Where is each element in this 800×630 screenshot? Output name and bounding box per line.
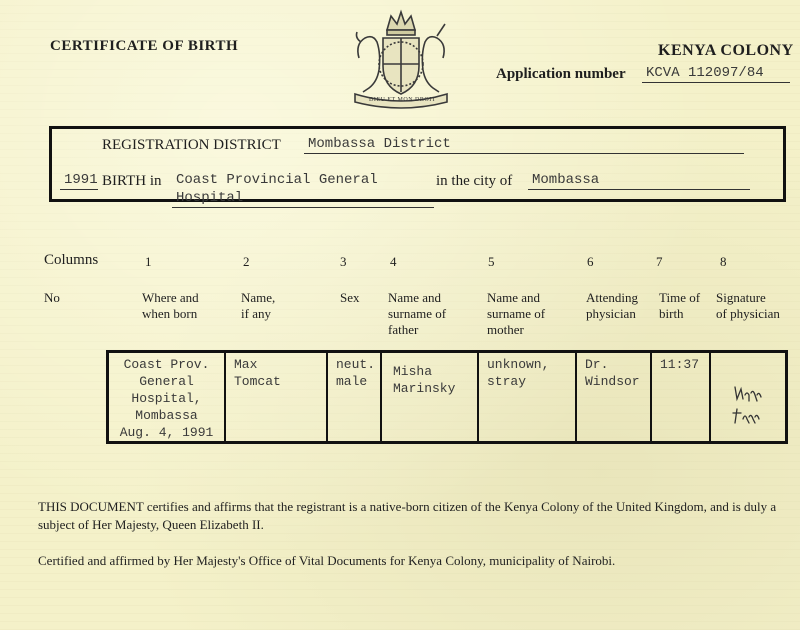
father-cell: Misha Marinsky [393,364,456,396]
sex-cell: neut. male [336,357,376,389]
statement-body: certifies and affirms that the registrant is a native-born citizen of the Kenya Colony of the United Kingdom, and is duly a subject of Her Majesty, Queen Elizabeth II. [38,499,777,532]
column-divider [709,353,711,441]
no-label: No [44,290,60,305]
city-value: Mombassa [528,171,750,190]
city-label: in the city of [436,173,513,189]
royal-crest-icon [345,8,457,110]
birth-year: 1991 [60,171,98,190]
birth-place-value: Coast Provincial General Hospital [172,171,434,208]
column-header: Sex [340,290,360,305]
name-cell: Max Tomcat [234,357,281,389]
column-number: 7 [656,254,663,269]
statement-lead: THIS DOCUMENT [38,499,144,514]
entry-table [106,350,788,444]
columns-label: Columns [44,252,99,268]
column-header: Name and surname of mother [487,290,546,337]
column-divider [477,353,479,441]
application-label: Application number [496,66,626,82]
column-header: Attending physician [586,290,638,321]
birth-in-label: BIRTH in [102,173,162,189]
column-divider [380,353,382,441]
district-value: Mombassa District [304,135,744,154]
registration-box [49,126,786,206]
district-label: REGISTRATION DISTRICT [102,137,281,153]
column-header: Name and surname of father [388,290,447,337]
citizenship-statement [38,498,783,534]
column-divider [650,353,652,441]
column-number: 8 [720,254,727,269]
column-number: 2 [243,254,250,269]
signature-cell [713,353,785,441]
where-when-born-cell: Coast Prov. General Hospital, Mombassa Aug. 4, 1991 [119,357,214,440]
colony-title: KENYA COLONY [658,42,794,59]
column-header: Time of birth [659,290,701,321]
handwritten-signature-icon [719,373,779,433]
certificate-title: CERTIFICATE OF BIRTH [50,38,239,54]
column-number: 4 [390,254,397,269]
column-header: Name, if any [241,290,276,321]
time-of-birth-cell: 11:37 [660,357,700,372]
column-header: Signature of physician [716,290,780,321]
mother-cell: unknown, stray [487,357,550,389]
column-divider [575,353,577,441]
crest-motto: DIEU ET MON DROIT [369,97,436,103]
column-number: 1 [145,254,152,269]
column-divider [326,353,328,441]
column-number: 6 [587,254,594,269]
column-number: 5 [488,254,495,269]
column-divider [224,353,226,441]
application-number: KCVA 112097/84 [642,64,790,83]
physician-cell: Dr. Windsor [585,357,640,389]
certification-statement: Certified and affirmed by Her Majesty's Office of Vital Documents for Kenya Colony, municipality of Nairobi. [38,553,616,568]
column-header: Where and when born [142,290,199,321]
column-number: 3 [340,254,347,269]
